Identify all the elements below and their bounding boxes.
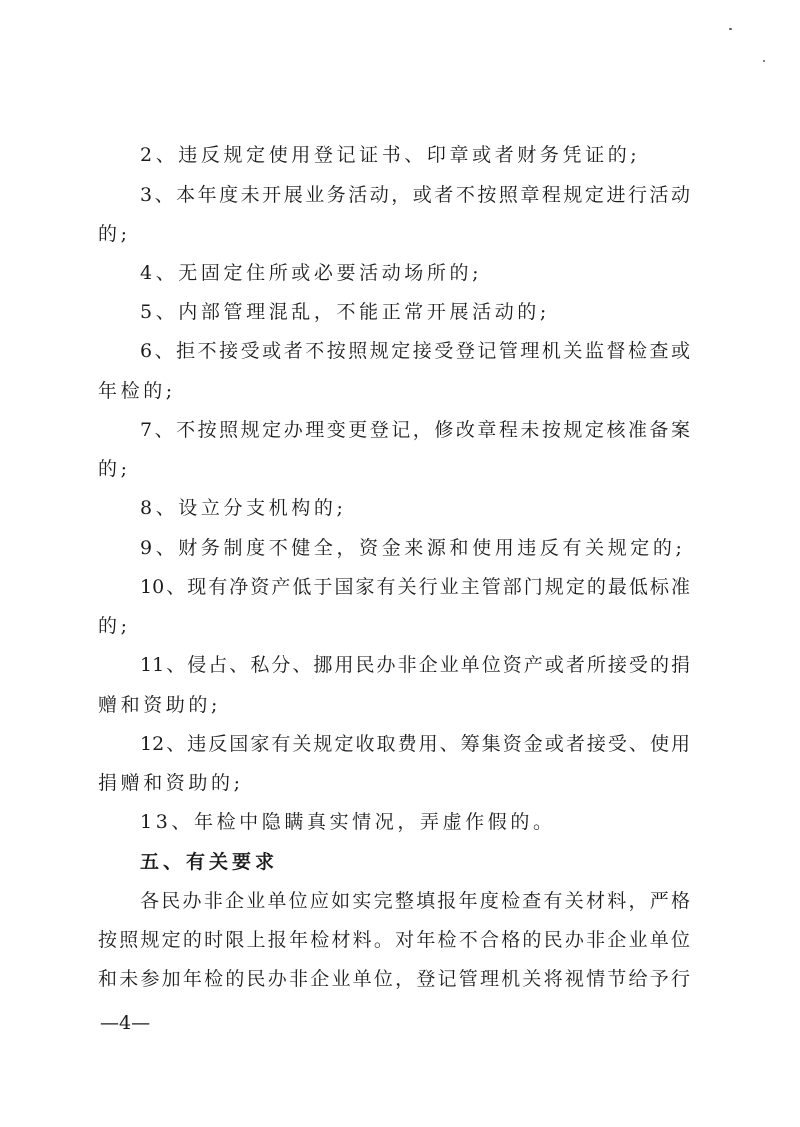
list-item-11-continued: 赠和资助的; [98, 694, 222, 716]
paragraph-line: 和未参加年检的民办非企业单位，登记管理机关将视情节给予行 [98, 968, 690, 990]
list-item-4: 4、无固定住所或必要活动场所的; [140, 262, 483, 284]
list-item-13: 13、年检中隐瞒真实情况，弄虚作假的。 [140, 811, 556, 833]
section-heading: 五、有关要求 [140, 851, 279, 873]
list-item-8: 8、设立分支机构的; [140, 497, 347, 519]
list-item-6: 6、拒不接受或者不按照规定接受登记管理机关监督检查或 [140, 340, 690, 362]
scan-speck [763, 60, 765, 62]
list-item-5: 5、内部管理混乱，不能正常开展活动的; [140, 301, 550, 323]
list-item-9: 9、财务制度不健全，资金来源和使用违反有关规定的; [140, 537, 686, 559]
list-item-7: 7、不按照规定办理变更登记，修改章程未按规定核准备案 [140, 419, 690, 441]
list-item-3-continued: 的; [98, 223, 131, 245]
list-item-11: 11、侵占、私分、挪用民办非企业单位资产或者所接受的捐 [140, 654, 690, 676]
list-item-12-continued: 捐赠和资助的; [98, 772, 244, 794]
paragraph-line: 各民办非企业单位应如实完整填报年度检查有关材料，严格 [140, 890, 690, 912]
page-number: —4— [100, 1012, 151, 1034]
list-item-2: 2、违反规定使用登记证书、印章或者财务凭证的; [140, 144, 641, 166]
list-item-12: 12、违反国家有关规定收取费用、筹集资金或者接受、使用 [140, 733, 690, 755]
scan-speck [729, 28, 732, 30]
list-item-10: 10、现有净资产低于国家有关行业主管部门规定的最低标准 [140, 576, 690, 598]
list-item-6-continued: 年检的; [98, 380, 176, 402]
list-item-10-continued: 的; [98, 615, 131, 637]
list-item-3: 3、本年度未开展业务活动，或者不按照章程规定进行活动 [140, 184, 690, 206]
list-item-7-continued: 的; [98, 458, 131, 480]
paragraph-line: 按照规定的时限上报年检材料。对年检不合格的民办非企业单位 [98, 929, 690, 951]
